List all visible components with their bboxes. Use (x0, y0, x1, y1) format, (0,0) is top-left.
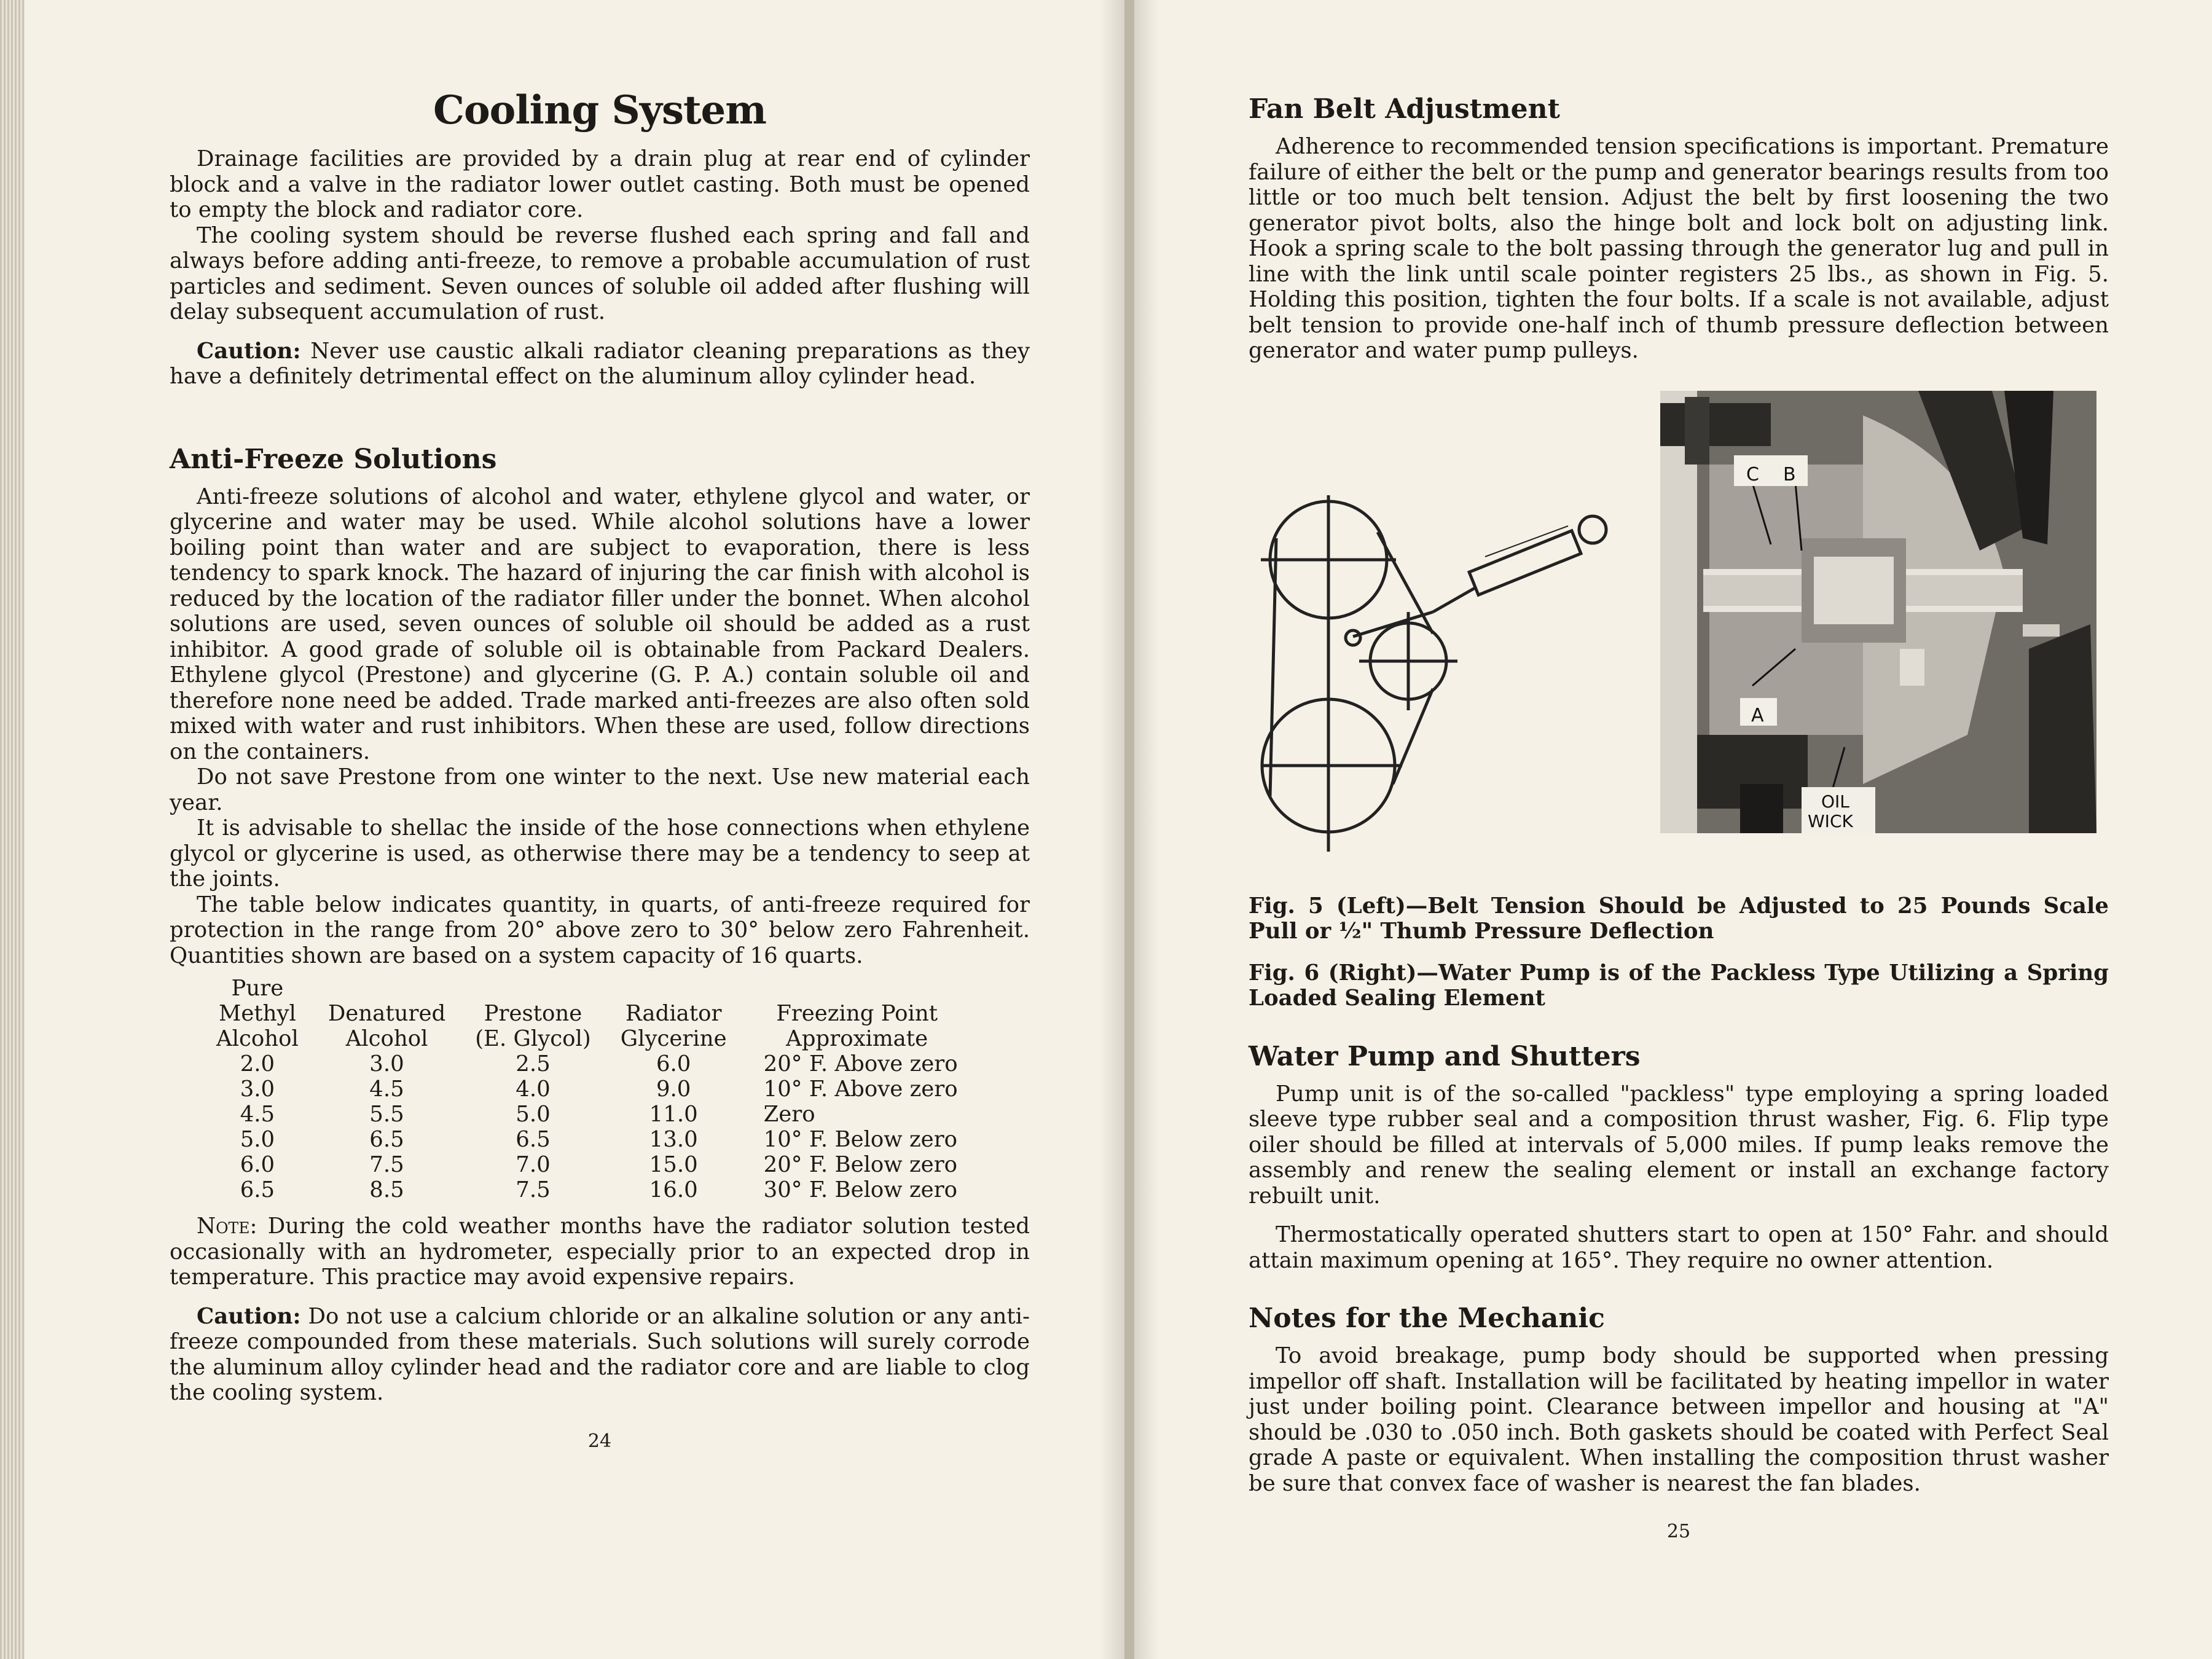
photo-label-oil: OIL (1821, 791, 1849, 812)
antifreeze-paragraph: It is advisable to shellac the inside of the hose connections when ethylene glycol or glycerine is used, as otherwise there may be a tendency to seep at the joints. (170, 815, 1030, 892)
book-gutter (1124, 0, 1134, 1659)
water-pump-paragraph: Pump unit is of the so-called "packless" type employing a spring loaded sleeve type rubber seal and a composition thrust washer, Fig. 6. Flip type oiler should be filled at intervals of 5,000 miles. If pump leaks remove the assembly and renew the sealing element or install an exchange factory rebuilt unit. (1249, 1081, 2109, 1209)
caution-label: Caution: (197, 338, 301, 364)
table-header-cell: Prestone (E. Glycol) (475, 1001, 591, 1051)
belt-tension-diagram (1249, 477, 1642, 870)
figure-caption-fig6: Fig. 6 (Right)—Water Pump is of the Packless Type Utilizing a Spring Loaded Sealing Element (1249, 960, 2109, 1011)
fan-belt-paragraph: Adherence to recommended tension specifications is important. Premature failure of either the belt or the pump and generator bearings results from too little or too much belt tension. Adjust the belt by first loosening the two generator pivot bolts, also the hinge bolt and lock bolt on adjusting link. Hook a spring scale to the bolt passing through the generator lug and pull in line with the link until scale pointer registers 25 lbs., as shown in Fig. 5. Holding this position, tighten the four bolts. If a scale is not available, adjust belt tension to provide one-half inch of thumb pressure deflection between generator and water pump pulleys. (1249, 134, 2109, 363)
intro-paragraph: The cooling system should be reverse flushed each spring and fall and always before adding anti-freeze, to remove a probable accumulation of rust particles and sediment. Seven ounces of soluble oil added after flushing will delay subsequent accumulation of rust. (170, 222, 1030, 324)
table-row: 3.0 4.5 4.0 9.0 10° F. Above zero (240, 1077, 958, 1102)
water-pump-paragraph: Thermostatically operated shutters start to open at 150° Fahr. and should attain maximum opening at 165°. They require no owner attention. (1249, 1222, 2109, 1273)
intro-paragraph: Drainage facilities are provided by a drain plug at rear end of cylinder block and a valve in the radiator lower outlet casting. Both must be opened to empty the block and radiator core. (170, 146, 1030, 222)
table-header-cell: Freezing Point Approximate (776, 1001, 938, 1051)
antifreeze-paragraph: Anti-freeze solutions of alcohol and water, ethylene glycol and water, or glycerine and water may be used. While alcohol solutions have a lower boiling point than water and are subject to evaporation, there is less tendency to spark knock. The hazard of injuring the car finish with alcohol is reduced by the location of the radiator filler under the bonnet. When alcohol solutions are used, seven ounces of soluble oil should be added as a rust inhibitor. A good grade of soluble oil is obtainable from Packard Dealers. Ethylene glycol (Prestone) and glycerine (G. P. A.) contain soluble oil and therefore none need be added. Trade marked anti-freezes are also often sold mixed with water and rust inhibitors. When these are used, follow directions on the containers. (170, 484, 1030, 764)
table-header-cell: Pure Methyl Alcohol (216, 976, 299, 1051)
fan-belt-heading: Fan Belt Adjustment (1249, 93, 1560, 125)
table-header-row (202, 976, 973, 1051)
antifreeze-paragraph: Do not save Prestone from one winter to the next. Use new material each year. (170, 764, 1030, 815)
antifreeze-table (202, 976, 973, 1202)
table-row: 5.0 6.5 6.5 13.0 10° F. Below zero (240, 1127, 958, 1152)
antifreeze-paragraph: The table below indicates quantity, in quarts, of anti-freeze required for protection in the range from 20° above zero to 30° below zero Fahrenheit. Quantities shown are based on a system capacity of 16 quarts. (170, 892, 1030, 968)
caution-text: Do not use a calcium chloride or an alkaline solution or any anti-freeze compounded from these materials. Such solutions will surely corrode the aluminum alloy cylinder head and the radiator core and are liable to clog the cooling system. (170, 1303, 1030, 1405)
book-page-edges (0, 0, 25, 1659)
note-text: : During the cold weather months have the radiator solution tested occasionally with an hydrometer, especially prior to an expected drop in temperature. This practice may avoid expensive repairs. (170, 1214, 1030, 1290)
mechanic-paragraph: To avoid breakage, pump body should be supported when pressing impellor off shaft. Installation will be facilitated by heating impellor in water just under boiling point. Clearance between impellor and housing at "A" should be .030 to .050 inch. Both gaskets should be coated with Perfect Seal grade A paste or equivalent. When installing the composition thrust washer be sure that convex face of washer is nearest the fan blades. (1249, 1343, 2109, 1496)
caution-paragraph (170, 1304, 1030, 1406)
table-row: 6.5 8.5 7.5 16.0 30° F. Below zero (240, 1177, 958, 1202)
caution-paragraph (170, 339, 1030, 390)
page-number: 25 (1666, 1521, 1691, 1542)
page-number: 24 (587, 1430, 612, 1452)
figure-row (1249, 391, 2109, 888)
note-label: Note (197, 1214, 250, 1239)
water-pump-heading: Water Pump and Shutters (1249, 1040, 1641, 1072)
note-paragraph (170, 1214, 1030, 1290)
table-header-cell: Radiator Glycerine (620, 1001, 727, 1051)
mechanic-heading: Notes for the Mechanic (1249, 1303, 1605, 1334)
photo-label-a: A (1751, 704, 1764, 726)
caution-text: Never use caustic alkali radiator cleaning preparations as they have a definitely detrimental effect on the aluminum alloy cylinder head. (170, 338, 1030, 389)
table-row: 2.0 3.0 2.5 6.0 20° F. Above zero (240, 1051, 958, 1077)
antifreeze-heading: Anti-Freeze Solutions (170, 443, 497, 475)
photo-label-wick: WICK (1808, 810, 1853, 831)
right-column (1249, 92, 2109, 1542)
photo-label-c: C (1746, 463, 1759, 485)
left-page (25, 0, 1124, 1659)
table-row: 6.0 7.5 7.0 15.0 20° F. Below zero (240, 1152, 958, 1177)
caution-label: Caution: (197, 1303, 301, 1329)
figure-caption-fig5: Fig. 5 (Left)—Belt Tension Should be Adjusted to 25 Pounds Scale Pull or ½" Thumb Pressure Deflection (1249, 893, 2109, 944)
photo-label-b: B (1783, 463, 1796, 485)
left-column (170, 86, 1030, 1452)
table-row: 4.5 5.5 5.0 11.0 Zero (240, 1102, 815, 1127)
water-pump-photo (1660, 391, 2096, 833)
table-header-cell: Denatured Alcohol (327, 1001, 446, 1051)
right-page (1134, 0, 2212, 1659)
page-title: Cooling System (433, 87, 766, 133)
